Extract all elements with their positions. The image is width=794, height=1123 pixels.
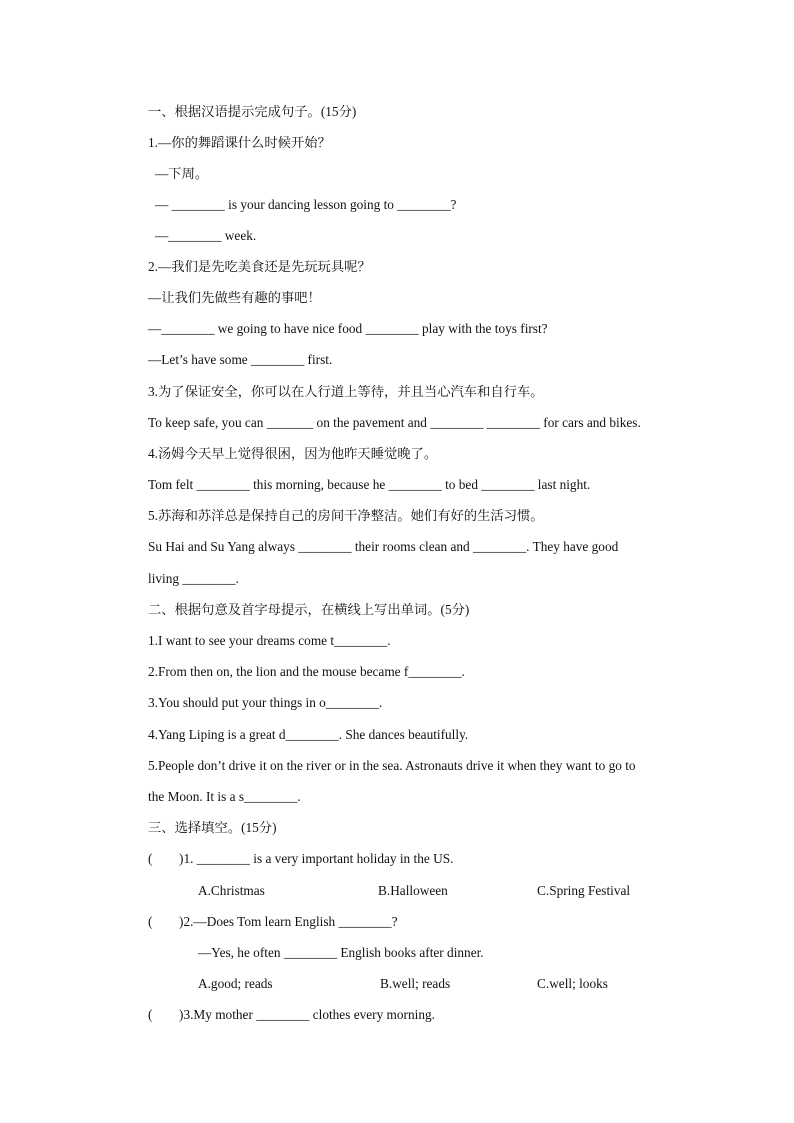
- s1-line: —________ week.: [155, 228, 257, 243]
- s1-line: 2.—我们是先吃美食还是先玩玩具呢？: [148, 259, 371, 274]
- q2-option-c: C.well; looks: [537, 976, 608, 991]
- q2-sub-line: —Yes, he often ________ English books after dinner.: [198, 945, 484, 960]
- q1-option-a: A.Christmas: [198, 883, 265, 898]
- s1-line: 4.汤姆今天早上觉得很困，因为他昨天睡觉晚了。: [148, 446, 438, 461]
- s1-line: 1.—你的舞蹈课什么时候开始？: [148, 135, 331, 150]
- s1-line: 5.苏海和苏洋总是保持自己的房间干净整洁。她们有好的生活习惯。: [148, 508, 544, 523]
- s1-line: To keep safe, you can _______ on the pavement and ________ ________ for cars and bikes.: [148, 415, 641, 430]
- section-2-heading: 二、根据句意及首字母提示，在横线上写出单词。(5分): [148, 602, 470, 617]
- s2-line: 2.From then on, the lion and the mouse became f________.: [148, 664, 465, 679]
- s1-line: — ________ is your dancing lesson going to ________?: [155, 197, 457, 212]
- s1-line: Su Hai and Su Yang always ________ their rooms clean and ________. They have good: [148, 539, 619, 554]
- s2-line: 5.People don’t drive it on the river or in the sea. Astronauts drive it when they want to go to: [148, 758, 636, 773]
- q2-option-a: A.good; reads: [198, 976, 273, 991]
- s1-line: 3.为了保证安全，你可以在人行道上等待，并且当心汽车和自行车。: [148, 384, 544, 399]
- s1-line: —下周。: [155, 166, 209, 181]
- s1-line: —Let’s have some ________ first.: [148, 352, 333, 367]
- q1-option-c: C.Spring Festival: [537, 883, 631, 898]
- q1-option-b: B.Halloween: [378, 883, 448, 898]
- s1-line: living ________.: [148, 571, 239, 586]
- section-1-heading: 一、根据汉语提示完成句子。(15分): [148, 104, 357, 119]
- mc-question-3: ( )3.My mother ________ clothes every morning.: [148, 1007, 435, 1022]
- s1-line: Tom felt ________ this morning, because he ________ to bed ________ last night.: [148, 477, 591, 492]
- section-3-heading: 三、选择填空。(15分): [148, 820, 277, 835]
- s2-line: 4.Yang Liping is a great d________. She dances beautifully.: [148, 727, 469, 742]
- q2-option-b: B.well; reads: [380, 976, 451, 991]
- s2-line: 1.I want to see your dreams come t________.: [148, 633, 391, 648]
- mc-question-1: ( )1. ________ is a very important holiday in the US.: [148, 851, 454, 866]
- s1-line: —________ we going to have nice food ________ play with the toys first?: [148, 321, 548, 336]
- s2-line: the Moon. It is a s________.: [148, 789, 301, 804]
- mc-question-2: ( )2.—Does Tom learn English ________?: [148, 914, 398, 929]
- s2-line: 3.You should put your things in o________.: [148, 695, 383, 710]
- s1-line: —让我们先做些有趣的事吧！: [148, 290, 321, 305]
